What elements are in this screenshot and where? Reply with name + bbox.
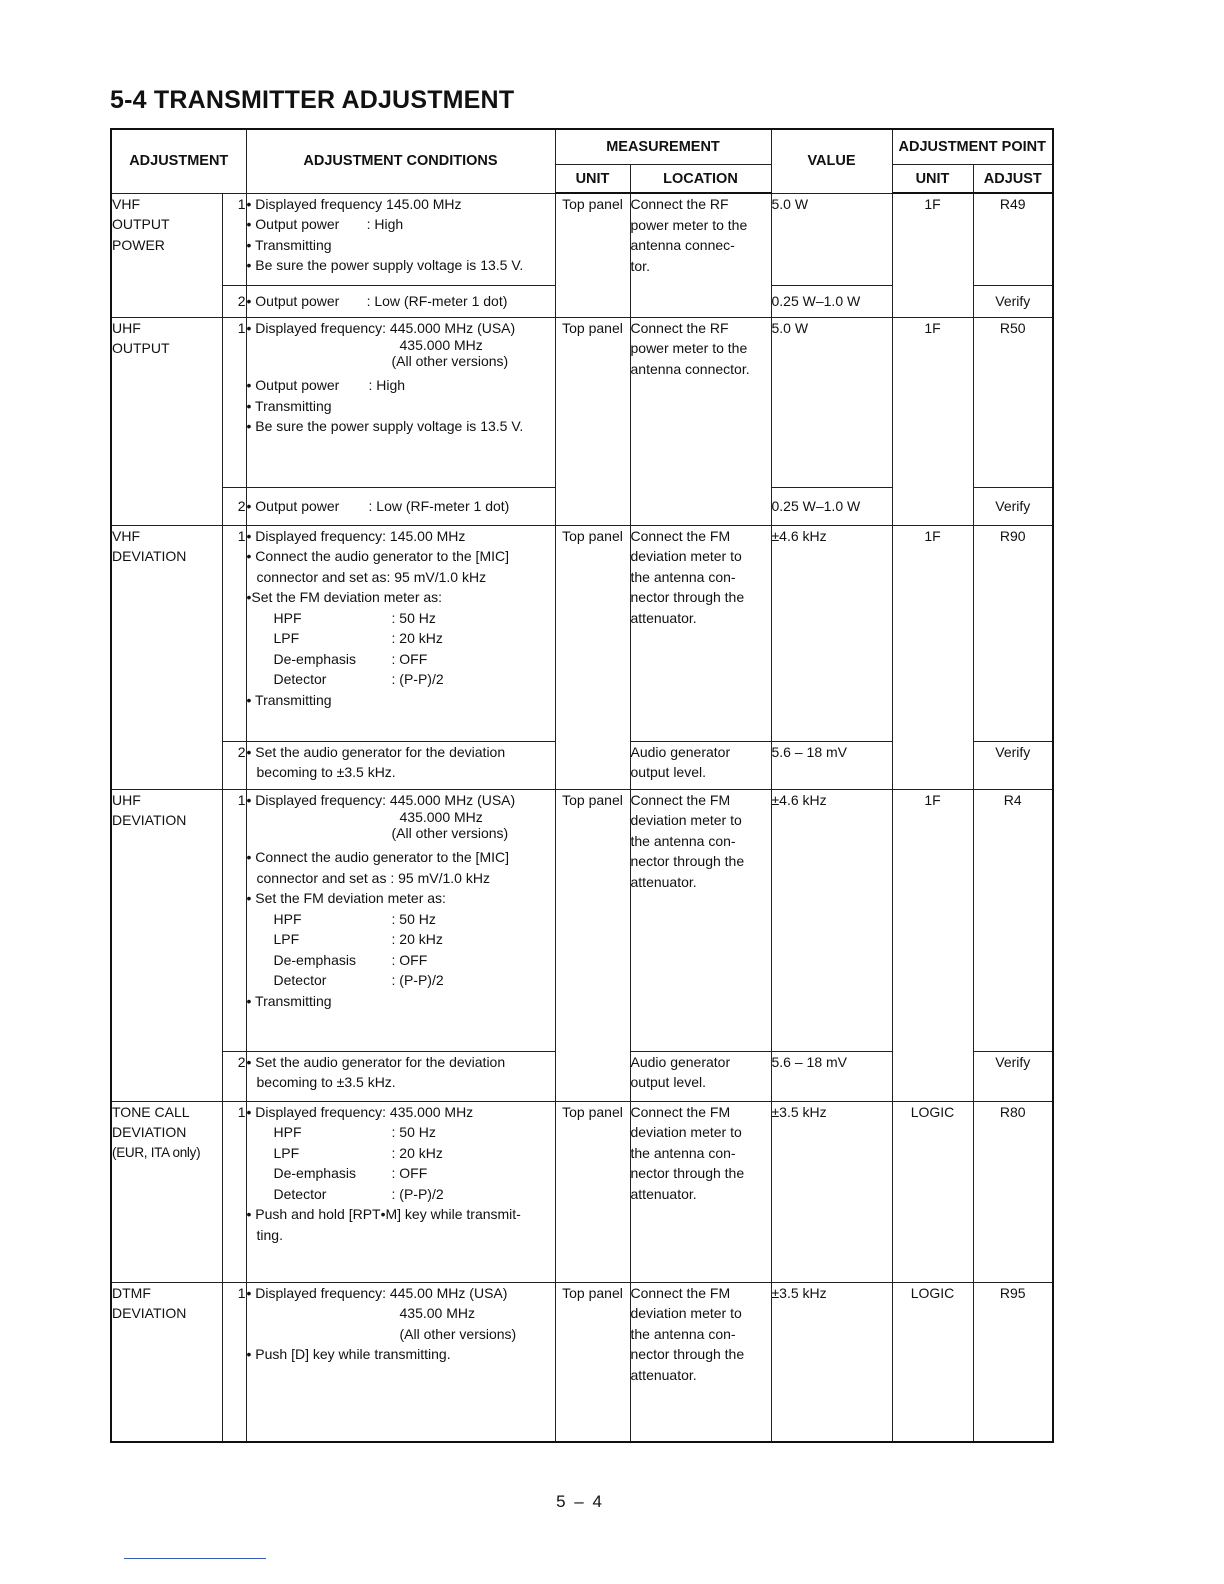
step-number: 1 bbox=[222, 317, 246, 487]
measurement-location: Connect the FM deviation meter to the antenna con- nector through the attenuator. bbox=[630, 1282, 771, 1442]
value: ±4.6 kHz bbox=[771, 789, 892, 1051]
adjustment-conditions: • Output power : Low (RF-meter 1 dot) bbox=[246, 285, 555, 317]
adjustment-name: DTMF DEVIATION bbox=[111, 1282, 222, 1442]
table-row bbox=[111, 1282, 1053, 1442]
adjustment-conditions: • Displayed frequency: 145.00 MHz • Connect the audio generator to the [MIC] connector and set as: 95 mV/1.0 kHz •Set the FM deviation meter as: HPF : 50 Hz LPF : 20 kHz De-emphasis : OFF Detector : (P-P)/2 • Transmitting bbox=[246, 525, 555, 741]
step-number: 1 bbox=[222, 193, 246, 285]
adjustment-point-adjust: R90 bbox=[973, 525, 1053, 741]
adjustment-point-adjust: R50 bbox=[973, 317, 1053, 487]
value: ±3.5 kHz bbox=[771, 1101, 892, 1282]
adjustment-name: UHF DEVIATION bbox=[111, 789, 222, 1101]
adjustment-conditions: • Displayed frequency: 445.000 MHz (USA) 435.000 MHz (All other versions) • Output power : High • Transmitting • Be sure the power supply voltage is 13.5 V. bbox=[246, 317, 555, 487]
header-point-adjust: ADJUST bbox=[973, 165, 1053, 194]
step-number: 2 bbox=[222, 487, 246, 525]
header-measurement-unit: UNIT bbox=[555, 165, 630, 194]
table-row bbox=[111, 193, 1053, 285]
measurement-location: Connect the FM deviation meter to the antenna con- nector through the attenuator. bbox=[630, 1101, 771, 1282]
adjustment-conditions: • Displayed frequency: 435.000 MHz HPF : 50 Hz LPF : 20 kHz De-emphasis : OFF Detector : (P-P)/2 • Push and hold [RPT•M] key while transmit- ting. bbox=[246, 1101, 555, 1282]
step-number: 1 bbox=[222, 1282, 246, 1442]
adjustment-point-adjust: Verify bbox=[973, 741, 1053, 789]
measurement-unit: Top panel bbox=[555, 1101, 630, 1282]
adjustment-conditions: • Output power : Low (RF-meter 1 dot) bbox=[246, 487, 555, 525]
adjustment-point-unit: 1F bbox=[892, 193, 973, 317]
step-number: 1 bbox=[222, 1101, 246, 1282]
value: 0.25 W–1.0 W bbox=[771, 285, 892, 317]
value: 5.6 – 18 mV bbox=[771, 741, 892, 789]
measurement-location: Audio generator output level. bbox=[630, 741, 771, 789]
value: 5.0 W bbox=[771, 193, 892, 285]
adjustment-point-adjust: Verify bbox=[973, 285, 1053, 317]
adjustment-name: UHF OUTPUT bbox=[111, 317, 222, 525]
table-row bbox=[111, 1101, 1053, 1282]
value: ±4.6 kHz bbox=[771, 525, 892, 741]
table-row bbox=[111, 317, 1053, 487]
adjustment-conditions: • Displayed frequency: 445.000 MHz (USA) 435.000 MHz (All other versions) • Connect the audio generator to the [MIC] connector and set as : 95 mV/1.0 kHz • Set the FM deviation meter as: HPF : 50 Hz LPF : 20 kHz De-emphasis : OFF Detector : (P-P)/2 • Transmitting bbox=[246, 789, 555, 1051]
measurement-unit: Top panel bbox=[555, 193, 630, 317]
header-measurement: MEASUREMENT bbox=[555, 129, 771, 165]
table-row bbox=[111, 789, 1053, 1051]
measurement-unit: Top panel bbox=[555, 1282, 630, 1442]
adjustment-point-unit: 1F bbox=[892, 317, 973, 525]
step-number: 2 bbox=[222, 1051, 246, 1101]
table-row bbox=[111, 525, 1053, 741]
step-number: 1 bbox=[222, 525, 246, 741]
measurement-location: Connect the FM deviation meter to the antenna con- nector through the attenuator. bbox=[630, 525, 771, 741]
adjustment-name: VHF OUTPUT POWER bbox=[111, 193, 222, 317]
adjustment-point-unit: LOGIC bbox=[892, 1101, 973, 1282]
header-adjustment: ADJUSTMENT bbox=[111, 129, 246, 193]
measurement-unit: Top panel bbox=[555, 317, 630, 525]
adjustment-name: VHF DEVIATION bbox=[111, 525, 222, 789]
header-measurement-location: LOCATION bbox=[630, 165, 771, 194]
page-title: 5-4 TRANSMITTER ADJUSTMENT bbox=[110, 86, 515, 114]
adjustment-point-adjust: R95 bbox=[973, 1282, 1053, 1442]
transmitter-adjustment-table bbox=[110, 128, 1054, 1443]
measurement-unit: Top panel bbox=[555, 789, 630, 1101]
step-number: 1 bbox=[222, 789, 246, 1051]
adjustment-conditions: • Set the audio generator for the deviation becoming to ±3.5 kHz. bbox=[246, 1051, 555, 1101]
page-number: 5 – 4 bbox=[556, 1492, 604, 1511]
adjustment-conditions: • Displayed frequency 145.00 MHz • Output power : High • Transmitting • Be sure the power supply voltage is 13.5 V. bbox=[246, 193, 555, 285]
adjustment-conditions: • Set the audio generator for the deviation becoming to ±3.5 kHz. bbox=[246, 741, 555, 789]
step-number: 2 bbox=[222, 285, 246, 317]
measurement-location: Connect the FM deviation meter to the antenna con- nector through the attenuator. bbox=[630, 789, 771, 1051]
adjustment-point-unit: 1F bbox=[892, 789, 973, 1101]
value: 5.6 – 18 mV bbox=[771, 1051, 892, 1101]
header-point-unit: UNIT bbox=[892, 165, 973, 194]
adjustment-name: TONE CALL DEVIATION (EUR, ITA only) bbox=[111, 1101, 222, 1282]
adjustment-point-unit: 1F bbox=[892, 525, 973, 789]
measurement-location: Connect the RF power meter to the antenna connector. bbox=[630, 317, 771, 525]
adjustment-point-adjust: R49 bbox=[973, 193, 1053, 285]
adjustment-point-adjust: Verify bbox=[973, 1051, 1053, 1101]
value: 0.25 W–1.0 W bbox=[771, 487, 892, 525]
footer-rule bbox=[124, 1558, 266, 1559]
adjustment-point-adjust: R4 bbox=[973, 789, 1053, 1051]
step-number: 2 bbox=[222, 741, 246, 789]
adjustment-conditions: • Displayed frequency: 445.00 MHz (USA) 435.00 MHz (All other versions) • Push [D] key while transmitting. bbox=[246, 1282, 555, 1442]
header-conditions: ADJUSTMENT CONDITIONS bbox=[246, 129, 555, 193]
adjustment-point-unit: LOGIC bbox=[892, 1282, 973, 1442]
header-adjustment-point: ADJUSTMENT POINT bbox=[892, 129, 1053, 165]
adjustment-point-adjust: Verify bbox=[973, 487, 1053, 525]
value: 5.0 W bbox=[771, 317, 892, 487]
header-value: VALUE bbox=[771, 129, 892, 193]
measurement-unit: Top panel bbox=[555, 525, 630, 789]
measurement-location: Connect the RF power meter to the antenna connec- tor. bbox=[630, 193, 771, 317]
measurement-location: Audio generator output level. bbox=[630, 1051, 771, 1101]
adjustment-point-adjust: R80 bbox=[973, 1101, 1053, 1282]
value: ±3.5 kHz bbox=[771, 1282, 892, 1442]
